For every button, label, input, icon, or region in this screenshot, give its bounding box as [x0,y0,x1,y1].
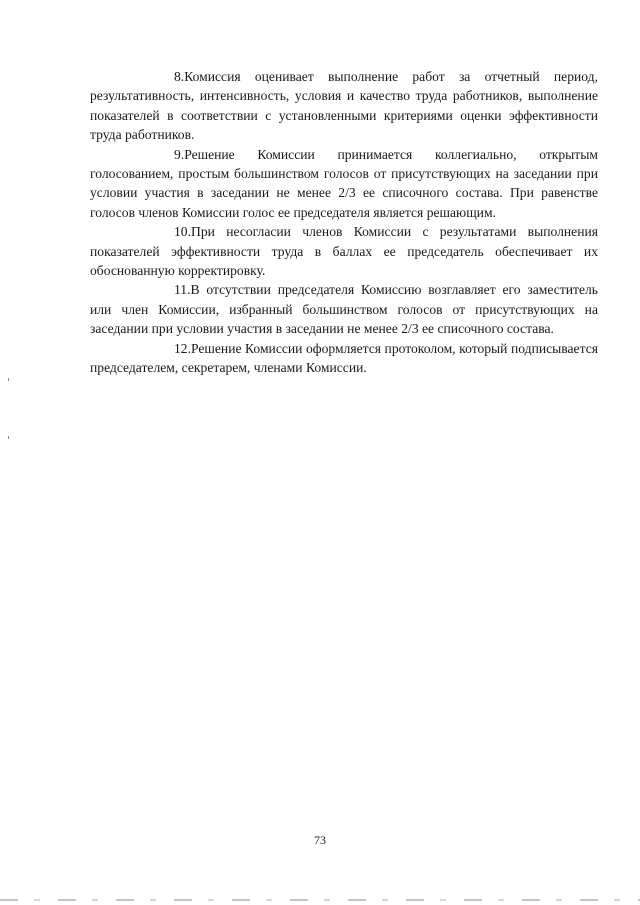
paragraph-text: Решение Комиссии принимается коллегиально, открытым голосованием, простым большинством голосов от присутствующих на заседании при условии участия в заседании не менее 2/3 ее списочного состава. При равенстве голосов членов Комиссии голос ее председателя является решающим. [90,146,598,220]
paragraph-text: Решение Комиссии оформляется протоколом, который подписывается председателем, секретарем, членами Комиссии. [90,340,598,376]
paragraph-text: Комиссия оценивает выполнение работ за отчетный период, результативность, интенсивность, условия и качество труда работников, выполнение показателей в соответствии с установленными критериями оценки эффективности труда работников. [90,69,598,143]
scan-artifact [8,378,9,381]
scan-edge-artifact [0,899,640,901]
page-number: 73 [314,833,326,847]
paragraph-text: В отсутствии председателя Комиссию возглавляет его заместитель или член Комиссии, избранный большинством голосов от присутствующих на заседании при условии участия в заседании не менее 2/3 ее списочного состава. [90,282,598,337]
paragraph-10 [90,222,598,280]
paragraph-8 [90,67,598,145]
paragraph-number: 12. [174,340,191,356]
document-body [90,67,598,378]
paragraph-number: 11. [174,282,191,298]
paragraph-number: 9. [174,146,185,162]
scan-artifact [8,436,9,439]
paragraph-text: При несогласии членов Комиссии с результатами выполнения показателей эффективности труда в баллах ее председатель обеспечивает их обоснованную корректировку. [90,224,598,279]
paragraph-9 [90,145,598,223]
paragraph-number: 10. [174,224,191,240]
paragraph-number: 8. [174,69,185,84]
paragraph-12 [90,339,598,378]
paragraph-11 [90,280,598,338]
